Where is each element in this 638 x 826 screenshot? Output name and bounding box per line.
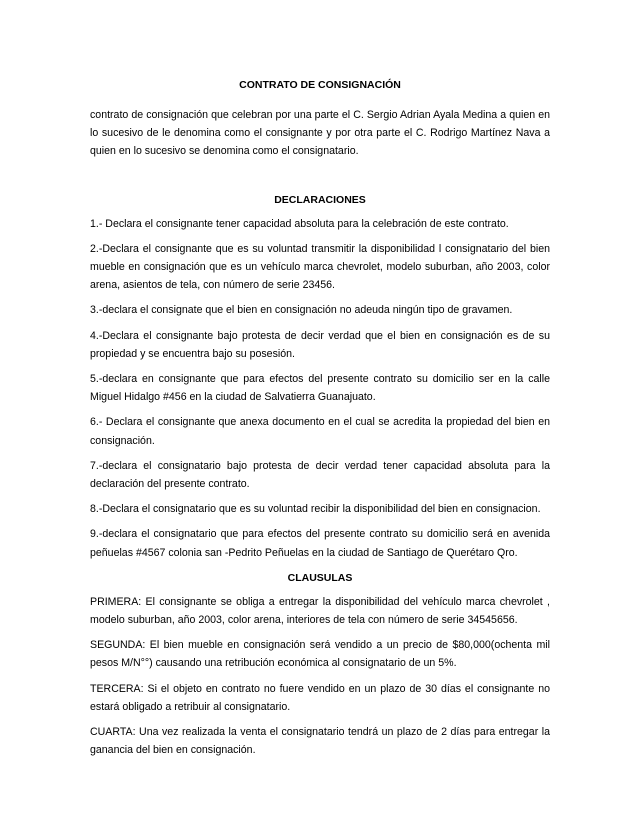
declaracion-8: 8.-Declara el consignatario que es su voluntad recibir la disponibilidad del bien en consignacion.	[90, 503, 541, 516]
declaracion-2: 2.-Declara el consignante que es su voluntad transmitir la disponibilidad l consignatario del bien mueble en consignación que es un vehículo marca chevrolet, modelo suburban, año 2003, color arena, asientos de tela, con número de serie 23456.	[90, 242, 550, 292]
declaracion-9: 9.-declara el consignatario que para efectos del presente contrato su domicilio será en avenida peñuelas #4567 colonia san -Pedrito Peñuelas en la ciudad de Santiago de Querétaro Qro.	[90, 528, 550, 559]
declaracion-7: 7.-declara el consignatario bajo protesta de decir verdad tener capacidad absoluta para la declaración del presente contrato.	[90, 459, 550, 491]
declaracion-1: 1.- Declara el consignante tener capacidad absoluta para la celebración de este contrato.	[90, 217, 509, 230]
document-title: CONTRATO DE CONSIGNACIÓN	[239, 79, 401, 91]
clausula-cuarta: CUARTA: Una vez realizada la venta el consignatario tendrá un plazo de 2 días para entregar la ganancia del bien en consignación.	[90, 726, 550, 757]
intro-paragraph: contrato de consignación que celebran por una parte el C. Sergio Adrian Ayala Medina a quien en lo sucesivo de le denomina como el consignante y por otra parte el C. Rodrigo Martínez Nava a quien en lo sucesivo se denomina como el consignatario.	[90, 109, 550, 158]
declaracion-3: 3.-declara el consignate que el bien en consignación no adeuda ningún tipo de gravamen.	[90, 304, 513, 317]
clausula-tercera: TERCERA: Si el objeto en contrato no fuere vendido en un plazo de 30 días el consignante no estará obligado a retribuir al consignatario.	[90, 682, 550, 713]
clausula-segunda: SEGUNDA: El bien mueble en consignación será vendido a un precio de $80,000(ochenta mil pesos M/N°°) causando una retribución económica al consignatario de un 5%.	[90, 639, 550, 670]
declaracion-4: 4.-Declara el consignante bajo protesta de decir verdad que el bien en consignación es de su propiedad y se encuentra bajo su posesión.	[90, 329, 550, 360]
declaracion-5: 5.-declara en consignante que para efectos del presente contrato su domicilio ser en la calle Miguel Hidalgo #456 en la ciudad de Salvatierra Guanajuato.	[90, 373, 550, 404]
declaraciones-heading: DECLARACIONES	[274, 193, 366, 206]
clausula-primera: PRIMERA: El consignante se obliga a entregar la disponibilidad del vehículo marca chevrolet , modelo suburban, año 2003, color arena, interiores de tela con número de serie 34545656.	[90, 595, 550, 627]
clausulas-heading: CLAUSULAS	[287, 571, 353, 584]
declaracion-6: 6.- Declara el consignante que anexa documento en el cual se acredita la propiedad del bien en consignación.	[90, 416, 550, 447]
